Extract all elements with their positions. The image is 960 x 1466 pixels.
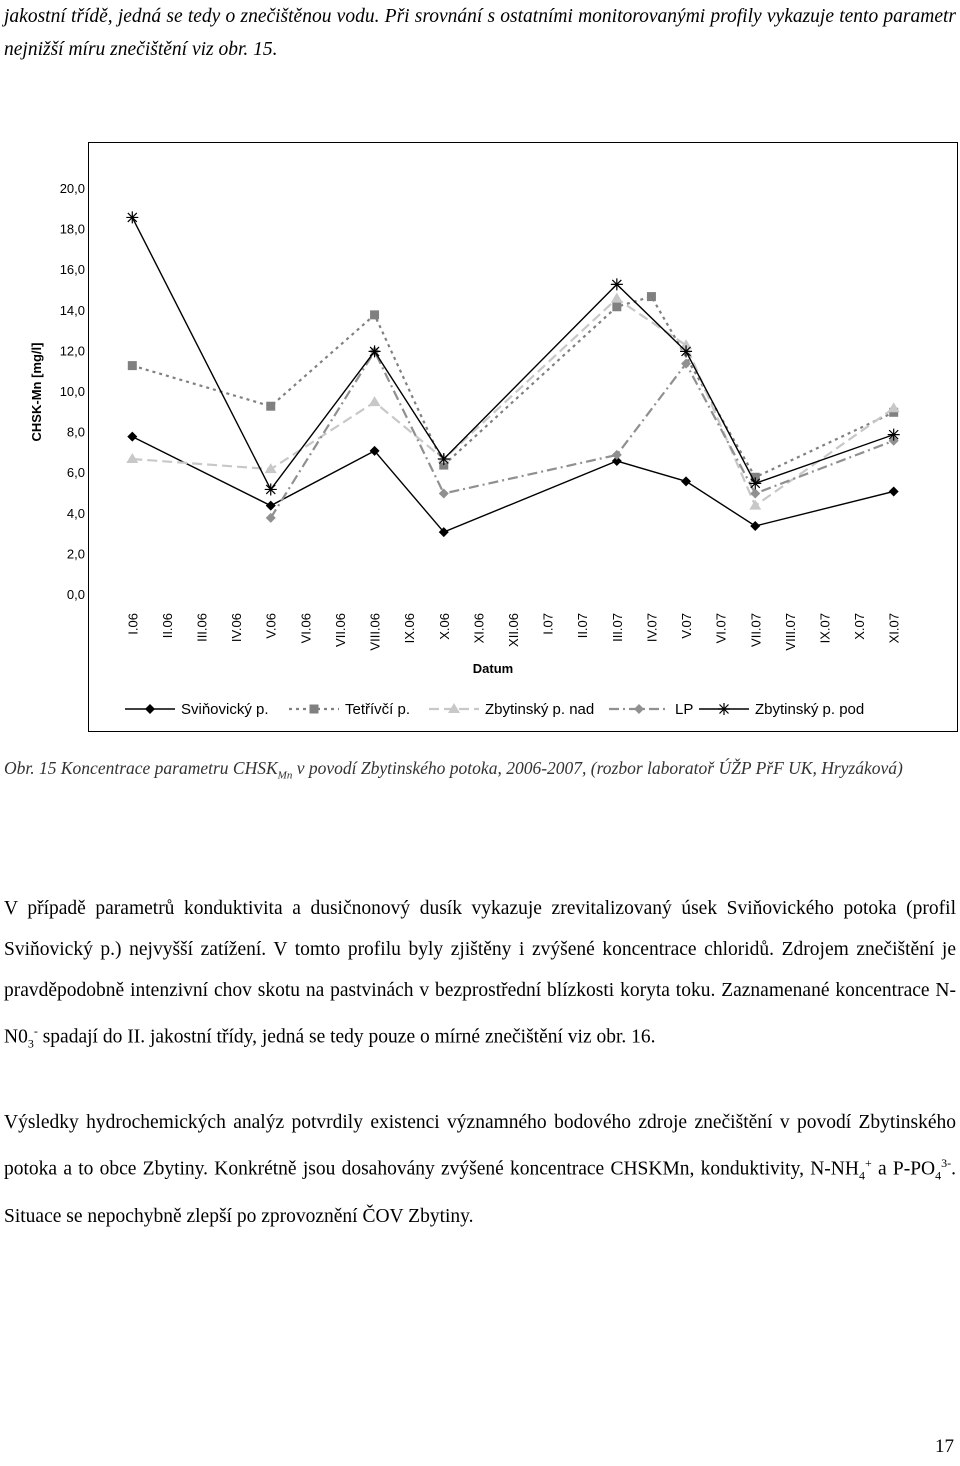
legend-label: LP <box>675 701 694 718</box>
legend-label: Tetřívčí p. <box>345 701 411 718</box>
x-tick-label: II.06 <box>159 613 175 639</box>
caption-prefix: Obr. 15 Koncentrace parametru CHSK <box>4 758 278 778</box>
y-tick-label: 0,0 <box>66 587 85 602</box>
paragraph2-sup1: + <box>864 1156 872 1170</box>
x-tick-label: IX.06 <box>402 613 418 644</box>
x-tick-label: II.07 <box>575 613 591 639</box>
series-4-point <box>680 345 692 357</box>
y-tick-label: 8,0 <box>66 424 85 440</box>
x-tick-label: VII.06 <box>332 613 348 647</box>
paragraph1-subscript: 3 <box>27 1036 34 1051</box>
legend-marker-4 <box>718 703 730 715</box>
paragraph-conductivity <box>4 888 956 1064</box>
y-tick-label: 18,0 <box>59 221 85 237</box>
legend-marker-1 <box>310 705 319 714</box>
series-4-point <box>265 483 277 495</box>
x-tick-label: III.06 <box>194 613 210 642</box>
series-1-point <box>647 292 656 301</box>
x-tick-label: IV.06 <box>229 613 245 643</box>
x-tick-label: V.06 <box>263 613 279 639</box>
x-tick-label: VII.07 <box>748 613 764 647</box>
x-tick-label: I.06 <box>125 613 141 635</box>
series-1-point <box>612 302 621 311</box>
paragraph2-sub2: 4 <box>935 1168 942 1183</box>
x-tick-label: III.07 <box>609 613 625 642</box>
series-3-point <box>750 489 760 499</box>
x-tick-label: V.07 <box>679 613 695 639</box>
y-tick-label: 4,0 <box>66 505 85 521</box>
series-4-point <box>888 429 900 441</box>
series-4-point <box>369 345 381 357</box>
x-tick-label: VIII.06 <box>367 613 383 651</box>
paragraph-results <box>4 1102 956 1237</box>
series-2-point <box>369 396 381 406</box>
paragraph2-sub1: 4 <box>858 1168 865 1183</box>
intro-paragraph: jakostní třídě, jedná se tedy o znečištěnou vodu. Při srovnání s ostatními monitorovanými profily vykazuje tento parametr nejnižší míru znečištění viz obr. 15. <box>4 6 956 60</box>
paragraph1-superscript: - <box>33 1024 38 1038</box>
series-line-0 <box>132 437 893 532</box>
x-tick-label: X.06 <box>436 613 452 640</box>
paragraph2-part2: a P-PO <box>871 1158 936 1180</box>
series-line-4 <box>132 217 893 489</box>
series-0-point <box>266 501 276 511</box>
series-0-point <box>750 521 760 531</box>
x-tick-label: XII.06 <box>506 613 521 647</box>
series-4-point <box>611 278 623 290</box>
x-tick-label: IV.07 <box>644 613 660 643</box>
x-tick-label: IX.07 <box>817 613 833 644</box>
series-1-point <box>128 361 137 370</box>
series-line-1 <box>132 297 893 478</box>
series-2-point <box>611 293 623 303</box>
series-3-point <box>266 513 276 523</box>
paragraph1-text: V případě parametrů konduktivita a dusičnonový dusík vykazuje zrevitalizovaný úsek Sviňovického potoka (profil Sviňovický p.) nejvyšší zatížení. V tomto profilu byly zjištěny i zvýšené koncentrace chloridů. Zdrojem znečištění je pravděpodobně intenzivní chov skotu na pastvinách v bezprostřední blízkosti koryta toku. Zaznamenané koncentrace N-N0 <box>4 898 956 1048</box>
caption-suffix: v povodí Zbytinského potoka, 2006-2007, (rozbor laboratoř ÚŽP PřF UK, Hryzáková) <box>292 758 903 778</box>
x-axis-label: Datum <box>472 661 514 676</box>
figure-caption <box>4 752 956 793</box>
series-2-point <box>126 453 138 463</box>
paragraph2-part1: Výsledky hydrochemických analýz potvrdily existenci významného bodového zdroje znečištění v povodí Zbytinského potoka a to obce Zbytiny. Konkrétně jsou dosahovány zvýšené koncentrace CHSKMn, konduktivity, N-NH <box>4 1112 956 1180</box>
y-tick-label: 2,0 <box>66 546 85 562</box>
series-3-point <box>612 450 622 460</box>
paragraph1-tail: spadají do II. jakostní třídy, jedná se tedy pouze o mírné znečištění viz obr. 16. <box>37 1026 656 1048</box>
series-1-point <box>370 310 379 319</box>
series-1-point <box>266 402 275 411</box>
legend-label: Zbytinský p. pod <box>755 701 865 718</box>
legend-marker-0 <box>145 704 155 714</box>
caption-subscript: Mn <box>277 769 293 782</box>
series-2-point <box>749 500 761 510</box>
x-tick-label: XI.06 <box>471 613 487 644</box>
x-tick-label: VI.07 <box>713 613 729 644</box>
series-0-point <box>889 486 899 496</box>
series-2-point <box>265 463 277 473</box>
paragraph2-part3: . Situace se nepochybně zlepší po zprovoznění ČOV Zbytiny. <box>4 1158 957 1228</box>
y-tick-label: 16,0 <box>59 262 85 278</box>
series-4-point <box>749 477 761 489</box>
legend-marker-3 <box>634 704 644 714</box>
series-4-point <box>126 211 138 223</box>
x-tick-label: I.07 <box>540 613 556 635</box>
y-tick-label: 14,0 <box>59 302 85 318</box>
series-2-point <box>888 402 900 412</box>
x-tick-label: VI.06 <box>298 613 314 644</box>
y-tick-label: 10,0 <box>59 384 85 399</box>
y-tick-label: 6,0 <box>66 465 85 481</box>
y-tick-label: 12,0 <box>59 343 85 359</box>
y-axis-label: CHSK-Mn [mg/l] <box>29 342 44 442</box>
series-0-point <box>681 476 691 486</box>
series-line-3 <box>271 351 894 517</box>
series-0-point <box>127 432 137 442</box>
series-3-point <box>439 489 449 499</box>
x-tick-label: X.07 <box>852 613 868 640</box>
chart-frame <box>29 142 958 732</box>
page-number: 17 <box>935 1436 954 1457</box>
chsk-line-chart <box>29 143 957 731</box>
x-tick-label: XI.07 <box>886 613 902 644</box>
x-tick-label: VIII.07 <box>782 613 798 651</box>
legend-label: Zbytinský p. nad <box>485 701 595 718</box>
series-4-point <box>438 453 450 465</box>
paragraph2-sup2: 3- <box>941 1156 952 1170</box>
y-tick-label: 20,0 <box>59 181 85 196</box>
legend-label: Sviňovický p. <box>181 701 269 718</box>
